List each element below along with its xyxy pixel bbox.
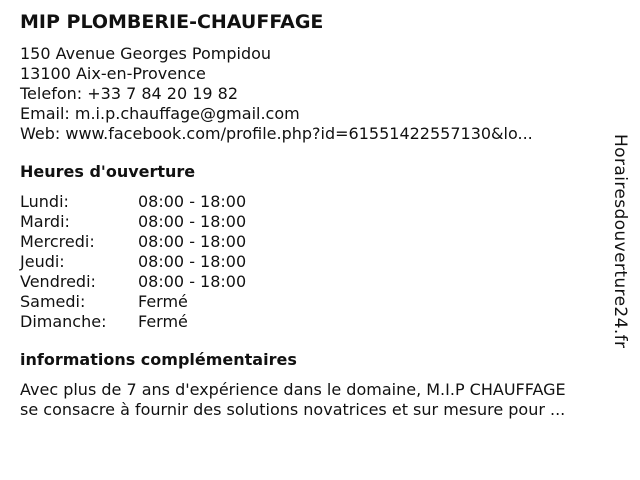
- hours-row-thursday: [20, 252, 610, 272]
- hours-time: Fermé: [138, 312, 188, 331]
- hours-time: 08:00 - 18:00: [138, 272, 247, 291]
- contact-block: [20, 44, 610, 144]
- hours-row-saturday: [20, 292, 610, 312]
- hours-time: 08:00 - 18:00: [138, 192, 247, 211]
- hours-row-friday: [20, 272, 610, 292]
- email-line: Email: m.i.p.chauffage@gmail.com: [20, 104, 300, 123]
- opening-hours-table: [20, 192, 610, 332]
- address-city: 13100 Aix-en-Provence: [20, 64, 206, 83]
- hours-time: Fermé: [138, 292, 188, 311]
- hours-time: 08:00 - 18:00: [138, 212, 247, 231]
- hours-row-tuesday: [20, 212, 610, 232]
- address-street: 150 Avenue Georges Pompidou: [20, 44, 272, 63]
- site-watermark: Horairesdouverture24.fr: [610, 134, 630, 349]
- hours-row-sunday: [20, 312, 610, 332]
- business-name: MIP PLOMBERIE-CHAUFFAGE: [20, 11, 324, 33]
- additional-info-text: [20, 380, 610, 420]
- hours-day: Lundi:: [20, 192, 69, 211]
- business-card: [20, 10, 610, 420]
- additional-info-heading: informations complémentaires: [20, 350, 297, 369]
- opening-hours-heading: Heures d'ouverture: [20, 162, 196, 181]
- hours-time: 08:00 - 18:00: [138, 252, 247, 271]
- hours-time: 08:00 - 18:00: [138, 232, 247, 251]
- hours-day: Mercredi:: [20, 232, 95, 251]
- web-line: Web: www.facebook.com/profile.php?id=61551422557130&lo...: [20, 124, 533, 143]
- info-line: Avec plus de 7 ans d'expérience dans le domaine, M.I.P CHAUFFAGE: [20, 380, 566, 399]
- hours-day: Samedi:: [20, 292, 86, 311]
- hours-day: Vendredi:: [20, 272, 96, 291]
- phone-line: Telefon: +33 7 84 20 19 82: [20, 84, 239, 103]
- hours-row-wednesday: [20, 232, 610, 252]
- hours-row-monday: [20, 192, 610, 212]
- hours-day: Jeudi:: [20, 252, 65, 271]
- info-line: se consacre à fournir des solutions novatrices et sur mesure pour ...: [20, 400, 566, 419]
- hours-day: Mardi:: [20, 212, 70, 231]
- hours-day: Dimanche:: [20, 312, 107, 331]
